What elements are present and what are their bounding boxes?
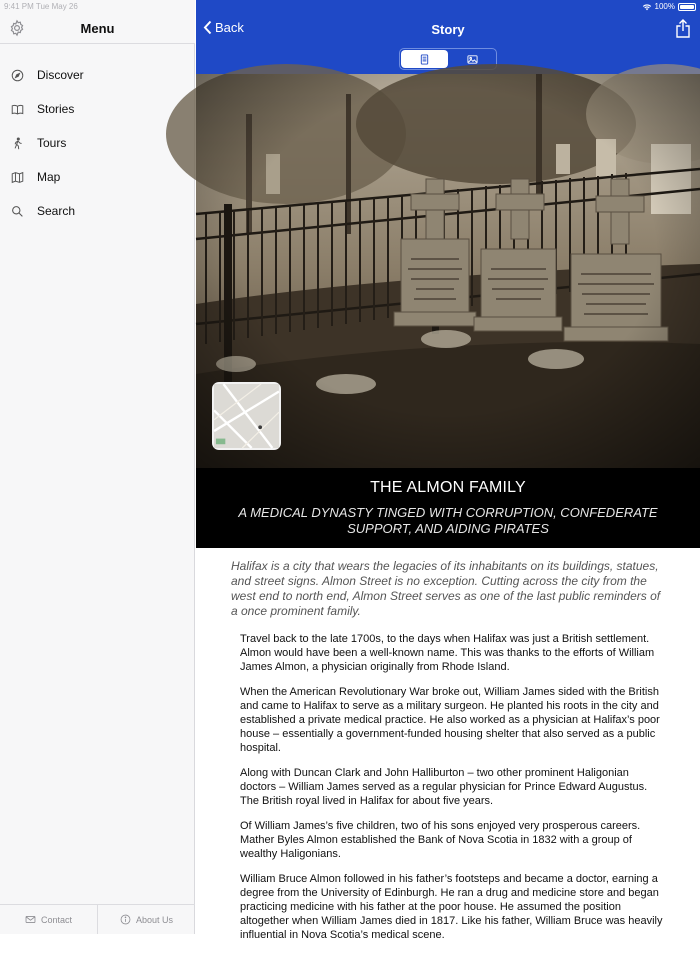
story-paragraph: When the American Revolutionary War broke out, William James sided with the British and came to Halifax to serve as a military surgeon. He planted his roots in the city and established a private medical practice. He also worked as a physician at Halifax’s poor house – essentially a government-funded housing shelter that also served as a public hospital.: [240, 686, 660, 754]
sidebar-item-label: Tours: [37, 136, 67, 150]
navigation-bar: [196, 0, 700, 74]
story-header: [196, 468, 700, 548]
sidebar-item-tours[interactable]: [0, 126, 195, 160]
compass-icon: [11, 69, 24, 82]
sidebar-item-label: Map: [37, 170, 61, 184]
image-icon: [467, 54, 478, 65]
location-minimap[interactable]: [212, 382, 281, 450]
sidebar-header: [0, 0, 195, 44]
sidebar-item-label: Search: [37, 204, 76, 218]
story-paragraph: Of William James’s five children, two of his sons enjoyed very prosperous careers. Mather Byles Almon established the Bank of Nova Scotia in 1832 with a group of wealthy Haligonians.: [240, 820, 641, 860]
story-intro: Halifax is a city that wears the legacies of its inhabitants on its buildings, statues, and street signs. Almon Street is no exception. Cutting across the city from the west end to north end, Almon Street serves as one of the last public reminders of a once prominent family.: [231, 559, 661, 618]
document-icon: [419, 54, 430, 65]
sidebar-footer: [0, 904, 195, 934]
sidebar-item-map[interactable]: [0, 160, 195, 194]
segment-text-view[interactable]: [401, 50, 448, 68]
envelope-icon: [25, 914, 36, 925]
story-photo: [196, 74, 700, 468]
contact-button[interactable]: [0, 905, 97, 934]
sidebar-item-label: Discover: [37, 68, 84, 82]
info-icon: [120, 914, 131, 925]
back-label: Back: [215, 20, 244, 35]
sidebar-title: Menu: [80, 21, 115, 36]
story-subtitle: A MEDICAL DYNASTY TINGED WITH CORRUPTION, CONFEDERATE SUPPORT, AND AIDING PIRATES: [238, 505, 658, 536]
status-indicators: [642, 2, 696, 11]
share-icon[interactable]: [675, 19, 691, 38]
battery-percent: 100%: [654, 2, 675, 11]
search-icon: [11, 205, 24, 218]
story-paragraph: Travel back to the late 1700s, to the days when Halifax was just a British settlement. Almon would have been a well-known name. This was thanks to the efforts of William James Almon, a physician originally from Rhode Island.: [240, 633, 655, 673]
contact-label: Contact: [40, 914, 73, 925]
sidebar-item-stories[interactable]: [0, 92, 195, 126]
story-title: THE ALMON FAMILY: [370, 479, 526, 496]
about-label: About Us: [135, 914, 174, 925]
story-content: [196, 548, 700, 941]
page-title: Story: [431, 22, 465, 37]
sidebar-item-label: Stories: [37, 102, 75, 116]
battery-icon: [678, 3, 696, 11]
walking-icon: [11, 137, 24, 150]
sidebar-item-search[interactable]: [0, 194, 195, 228]
sidebar: [0, 0, 195, 934]
book-icon: [11, 103, 24, 116]
wifi-icon: [642, 3, 652, 11]
about-us-button[interactable]: [97, 905, 195, 934]
map-thumbnail: [214, 384, 279, 448]
sidebar-menu: [0, 58, 195, 228]
map-icon: [11, 171, 24, 184]
sidebar-item-discover[interactable]: [0, 58, 195, 92]
story-paragraphs: [240, 632, 666, 953]
main-panel: [196, 0, 700, 941]
story-paragraph: William Bruce Almon followed in his father’s footsteps and became a doctor, earning a degree from the University of Edinburgh. He ran a drug and medicine store and began practicing medicine with his father at the poor house. He assumed the position altogether when William James died in 1817. Like his father, William Bruce was heavily influential in Nova Scotia’s medical scene.: [240, 873, 663, 941]
status-time: 9:41 PM Tue May 26: [4, 2, 78, 11]
story-paragraph: Along with Duncan Clark and John Halliburton – two other prominent Haligonian doctors – William James served as a regular physician for Prince Edward Augustus. The British royal lived in Halifax for about five years.: [240, 767, 648, 807]
